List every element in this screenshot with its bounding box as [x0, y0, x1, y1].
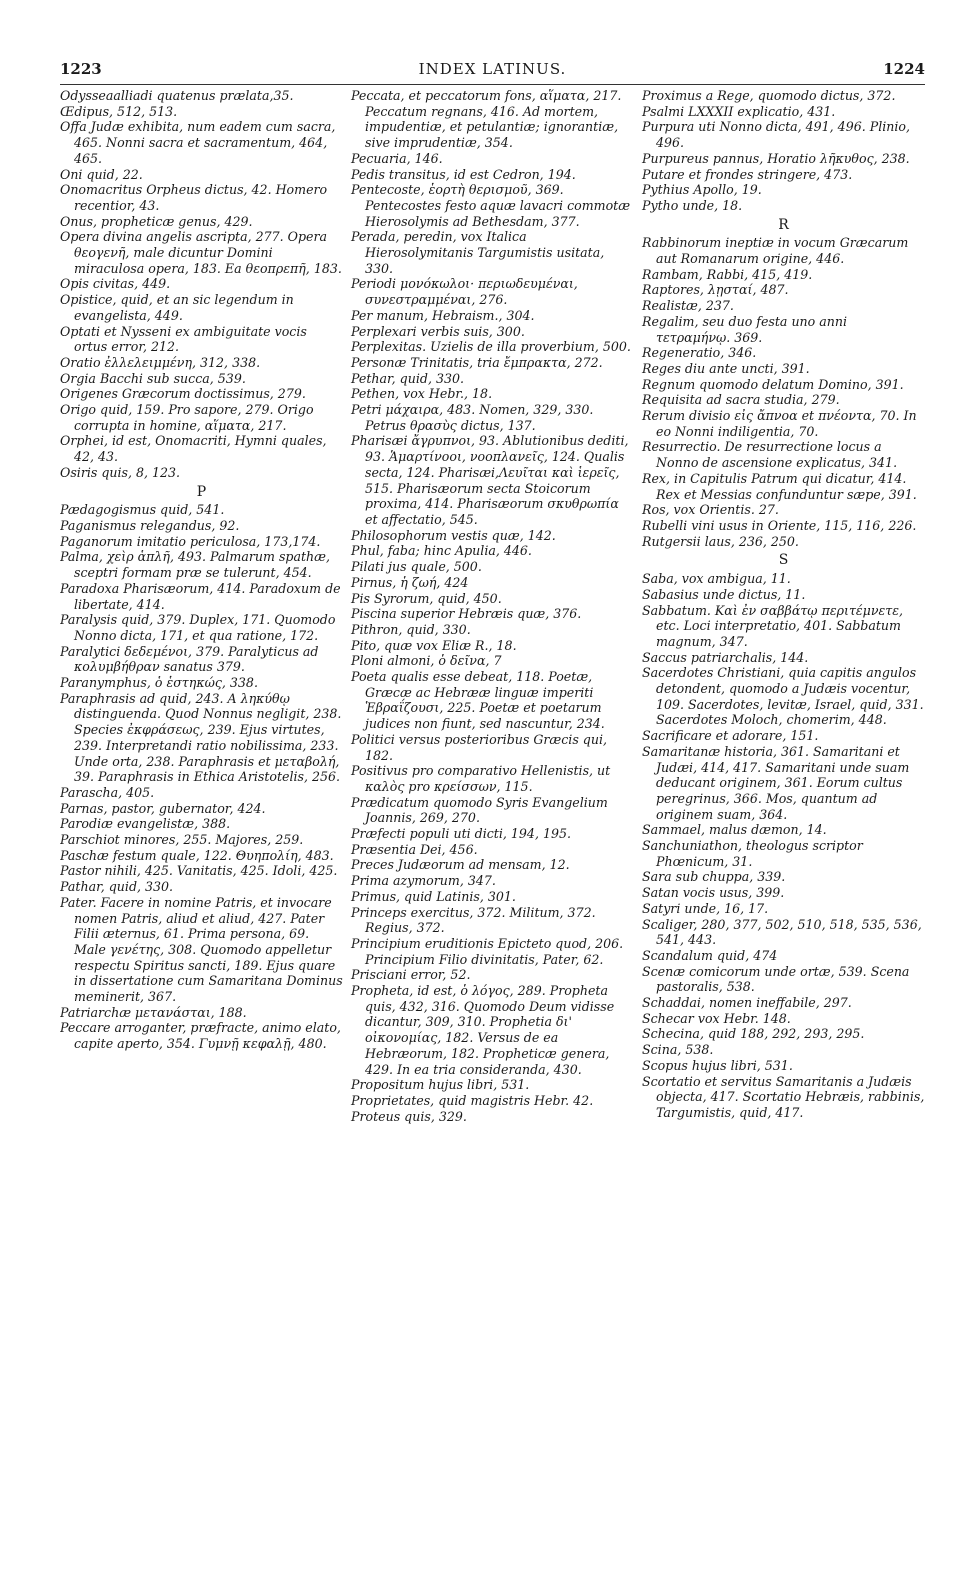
- index-entry: Proximus a Rege, quomodo dictus, 372.: [642, 88, 896, 103]
- index-entry: Rutgersii laus, 236, 250.: [642, 533, 799, 549]
- index-entry: Origenes Græcorum doctissimus, 279.: [60, 386, 306, 402]
- index-entry: Rex, in Capitulis Patrum qui dicatur, 414. Rex et Messias confunduntur sæpe, 391.: [642, 470, 917, 502]
- index-entry: Ros, vox Orientis. 27.: [642, 502, 779, 518]
- index-entry: Rambam, Rabbi, 415, 419.: [642, 266, 813, 282]
- index-entry: Onus, propheticæ genus, 429.: [60, 213, 253, 229]
- index-entry: Pater. Facere in nomine Patris, et invocare nomen Patris, aliud et aliud, 427. Pater Filii æternus, 61. Prima persona, 69. Male γενέτης, 308. Quomodo appelletur respectu Spiritus sancti, 189. Ejus quare in dissertatione cum Samaritana Dominus meminerit, 367.: [60, 894, 343, 1005]
- index-entry: Per manum, Hebraism., 304.: [351, 307, 535, 323]
- index-entry: Perplexitas. Uzielis de illa proverbium, 500.: [351, 339, 631, 355]
- index-entry: Opis civitas, 449.: [60, 276, 171, 292]
- index-entry: Paganorum imitatio periculosa, 173,174.: [60, 533, 321, 549]
- index-entry: Pithron, quid, 330.: [351, 621, 471, 637]
- index-entry: Satyri unde, 16, 17.: [642, 900, 769, 916]
- index-entry: Pytho unde, 18.: [642, 197, 743, 213]
- index-entry: Princeps exercitus, 372. Militum, 372. Regius, 372.: [351, 904, 596, 936]
- index-entry: Putare et frondes stringere, 473.: [642, 166, 853, 182]
- index-entry: Sanchuniathon, theologus scriptor Phœnicum, 31.: [642, 838, 863, 869]
- index-entry: Palma, χεὶρ ἁπλῆ, 493. Palmarum spathæ, sceptri formam præ se tulerunt, 454.: [60, 549, 331, 581]
- index-entry: Principium eruditionis Epicteto quod, 206. Principium Filio divinitatis, Pater, 62.: [351, 935, 624, 967]
- index-entry: Paradoxa Pharisæorum, 414. Paradoxum de libertate, 414.: [60, 580, 341, 612]
- index-entry: Rubelli vini usus in Oriente, 115, 116, 226.: [642, 517, 917, 533]
- index-entry: Prisciani error, 52.: [351, 967, 471, 983]
- index-entry: Paschæ festum quale, 122. Θυηπολίη, 483.: [60, 847, 334, 863]
- column-2: [351, 88, 634, 1583]
- page-number-left: 1223: [60, 60, 102, 78]
- index-entry: Præfecti populi uti dicti, 194, 195.: [351, 826, 571, 842]
- index-entry: Schecina, quid 188, 292, 293, 295.: [642, 1026, 865, 1042]
- index-entry: Scenæ comicorum unde ortæ, 539. Scena pastoralis, 538.: [642, 963, 910, 995]
- index-entry: Sacerdotes Christiani, quia capitis angulos detondent, quomodo a Judæis vocentur, 109. Sacerdotes, levitæ, Israel, quid, 331. Sacerdotes Moloch, chomerim, 448.: [642, 665, 924, 728]
- index-entry: Purpureus pannus, Horatio λῆκυθος, 238.: [642, 150, 910, 166]
- index-entry: Propheta, id est, ὁ λόγος, 289. Propheta quis, 432, 316. Quomodo Deum vidisse dicantur, 309, 310. Prophetia δι' οἰκονομίας, 182. Versus de ea Hebræorum, 182. Propheticæ genera, 429. In ea tria consideranda, 430.: [351, 983, 615, 1077]
- index-entry: Prima azymorum, 347.: [351, 873, 496, 889]
- index-entry: Sammael, malus dæmon, 14.: [642, 822, 827, 838]
- index-entry: Scortatio et servitus Samaritanis a Judæis objecta, 417. Scortatio Hebræis, rabbinis, Targumistis, quid, 417.: [642, 1073, 925, 1120]
- index-entry: Poeta qualis esse debeat, 118. Poetæ, Græcæ ac Hebrææ linguæ imperiti Ἑβραΐζουσι, 225. Poetæ et poetarum judices non fiunt, sed nascuntur, 234.: [351, 669, 605, 732]
- index-entry: Paralysis quid, 379. Duplex, 171. Quomodo Nonno dicta, 171, et qua ratione, 172.: [60, 612, 336, 643]
- index-entry: Orphei, id est, Onomacriti, Hymni quales, 42, 43.: [60, 433, 327, 465]
- index-entry: Schaddai, nomen ineffabile, 297.: [642, 995, 852, 1011]
- index-entry: Piscina superior Hebræis quæ, 376.: [351, 606, 582, 622]
- index-entry: Politici versus posterioribus Græcis qui, 182.: [351, 731, 608, 763]
- index-entry: Pythius Apollo, 19.: [642, 182, 762, 198]
- index-entry: Œdipus, 512, 513.: [60, 103, 178, 119]
- section-letter: R: [778, 216, 789, 233]
- index-entry: Pecuaria, 146.: [351, 150, 443, 166]
- index-entry: Paraphrasis ad quid, 243. A ληκύθῳ distinguenda. Quod Nonnus negligit, 238. Species ἐκφράσεως, 239. Ejus virtutes, 239. Interpretandi ratio nobilissima, 233. Unde orta, 238. Paraphrasis et μεταβολή, 39. Paraphrasis in Ethica Aristotelis, 256.: [60, 690, 342, 785]
- index-entry: Pathar, quid, 330.: [60, 879, 174, 895]
- index-entry: Raptores, λῃσταί, 487.: [642, 282, 789, 298]
- index-entry: Ploni almoni, ὁ δεῖνα, 7: [351, 653, 502, 669]
- index-entry: Optati et Nysseni ex ambiguitate vocis ortus error, 212.: [60, 323, 307, 355]
- index-entry: Pedis transitus, id est Cedron, 194.: [351, 166, 576, 182]
- index-entry: Scopus hujus libri, 531.: [642, 1057, 793, 1073]
- index-entry: Schecar vox Hebr. 148.: [642, 1010, 791, 1026]
- index-entry: Scina, 538.: [642, 1042, 714, 1058]
- index-entry: Scaliger, 280, 377, 502, 510, 518, 535, 536, 541, 443.: [642, 916, 922, 948]
- index-entry: Philosophorum vestis quæ, 142.: [351, 527, 556, 543]
- index-entry: Satan vocis usus, 399.: [642, 885, 785, 901]
- index-entry: Pentecoste, ἑορτὴ θερισμοῦ, 369. Pentecostes festo aquæ lavacri commotæ Hierosolymis ad Bethesdam, 377.: [351, 182, 631, 229]
- index-entry: Rerum divisio εἰς ἄπνοα et πνέοντα, 70. In eo Nonni indiligentia, 70.: [642, 408, 917, 439]
- index-entry: Oratio ἐλλελειμμένη, 312, 338.: [60, 354, 261, 370]
- index-entry: Purpura uti Nonno dicta, 491, 496. Plinio, 496.: [642, 119, 910, 151]
- index-entry: Parschiot minores, 255. Majores, 259.: [60, 832, 304, 848]
- index-entry: Onomacritus Orpheus dictus, 42. Homero recentior, 43.: [60, 182, 328, 213]
- index-entry: Propositum hujus libri, 531.: [351, 1077, 530, 1093]
- index-entry: Pastor nihili, 425. Vanitatis, 425. Idoli, 425.: [60, 863, 338, 879]
- index-entry: Parodiæ evangelistæ, 388.: [60, 816, 231, 832]
- index-entry: Opera divina angelis ascripta, 277. Opera θεογενῆ, male dicuntur Domini miraculosa opera, 183. Ea θεοπρεπῆ, 183.: [60, 229, 342, 276]
- index-entry: Primus, quid Latinis, 301.: [351, 888, 516, 904]
- header-rule: [60, 84, 925, 85]
- index-entry: Psalmi LXXXII explicatio, 431.: [642, 103, 836, 119]
- index-entry: Præsentia Dei, 456.: [351, 841, 478, 857]
- index-entry: Opistice, quid, et an sic legendum in evangelista, 449.: [60, 292, 294, 323]
- index-entry: Pis Syrorum, quid, 450.: [351, 590, 502, 606]
- column-1: [60, 88, 343, 1583]
- index-entry: Perplexari verbis suis, 300.: [351, 323, 525, 339]
- index-entry: Regeneratio, 346.: [642, 345, 757, 361]
- page-number-right: 1224: [883, 60, 925, 78]
- index-entry: Peccata, et peccatorum fons, αἵματα, 217. Peccatum regnans, 416. Ad mortem, impudentiæ, et petulantiæ; ignorantiæ, sive imprudentiæ, 354.: [351, 88, 622, 151]
- index-entry: Offa Judæ exhibita, num eadem cum sacra, 465. Nonni sacra et sacramentum, 464, 465.: [60, 119, 336, 166]
- index-entry: Pharisæi ἄγρυπνοι, 93. Ablutionibus dediti, 93. Ἁμαρτίνοοι, νοοπλανεῖς, 124. Qualis secta, 124. Pharisæi,Λευῖται καὶ ἱερεῖς, 515. Pharisæorum secta Stoicorum proxima, 414. Pharisæorum σκυθρωπία et affectatio, 545.: [351, 433, 629, 527]
- index-columns: [60, 88, 926, 1583]
- index-entry: Perada, peredin, vox Italica Hierosolymitanis Targumistis usitata, 330.: [351, 229, 605, 276]
- index-entry: Paranymphus, ὁ ἑστηκώς, 338.: [60, 675, 258, 691]
- index-entry: Peccare arroganter, præfracte, animo elato, capite aperto, 354. Γυμνῇ κεφαλῇ, 480.: [60, 1020, 341, 1052]
- index-entry: Prædicatum quomodo Syris Evangelium Joannis, 269, 270.: [351, 794, 608, 826]
- column-3: [642, 88, 925, 1583]
- index-entry: Sabasius unde dictus, 11.: [642, 586, 806, 602]
- index-entry: Petri μάχαιρα, 483. Nomen, 329, 330. Petrus θρασὺς dictus, 137.: [351, 402, 594, 433]
- index-entry: Personæ Trinitatis, tria ἔμπρακτα, 272.: [351, 354, 603, 370]
- index-entry: Saba, vox ambigua, 11.: [642, 571, 791, 587]
- index-entry: Parnas, pastor, gubernator, 424.: [60, 800, 266, 816]
- running-title: INDEX LATINUS.: [418, 60, 567, 78]
- index-entry: Reges diu ante uncti, 391.: [642, 360, 810, 376]
- index-entry: Sara sub chuppa, 339.: [642, 869, 786, 885]
- index-entry: Paralytici δεδεμένοι, 379. Paralyticus ad κολυμβήθραν sanatus 379.: [60, 643, 319, 675]
- index-entry: Pirnus, ἡ ζωή, 424: [351, 574, 469, 590]
- index-entry: Periodi μονόκωλοι· περιωδευμέναι, συνεστραμμέναι, 276.: [351, 276, 578, 308]
- index-entry: Scandalum quid, 474: [642, 947, 778, 963]
- index-entry: Samaritanæ historia, 361. Samaritani et Judæi, 414, 417. Samaritani unde suam deducant originem, 361. Eorum cultus peregrinus, 366. Mos, quantum ad originem suam, 364.: [642, 743, 910, 822]
- index-entry: Regalim, seu duo festa uno anni τετραμήνῳ. 369.: [642, 313, 848, 345]
- index-entry: Pilati jus quale, 500.: [351, 559, 482, 575]
- index-entry: Regnum quomodo delatum Domino, 391.: [642, 376, 904, 392]
- page-header: [60, 60, 925, 84]
- index-entry: Realistæ, 237.: [642, 298, 734, 314]
- index-entry: Pito, quæ vox Eliæ R., 18.: [351, 637, 517, 653]
- index-entry: Orgia Bacchi sub succa, 539.: [60, 370, 246, 386]
- index-entry: Origo quid, 159. Pro sapore, 279. Origo corrupta in homine, αἵματα, 217.: [60, 402, 314, 433]
- index-entry: Sacrificare et adorare, 151.: [642, 728, 819, 744]
- index-entry: Pethen, vox Hebr., 18.: [351, 386, 493, 402]
- index-entry: Positivus pro comparativo Hellenistis, ut καλὸς pro κρείσσων, 115.: [351, 763, 611, 794]
- index-entry: Rabbinorum ineptiæ in vocum Græcarum aut Romanarum origine, 446.: [642, 235, 909, 267]
- index-entry: Odysseaalliadi quatenus prælata,35.: [60, 88, 294, 103]
- index-entry: Osiris quis, 8, 123.: [60, 464, 181, 480]
- index-entry: Paganismus relegandus, 92.: [60, 517, 240, 533]
- index-entry: Patriarchæ μετανάσται, 188.: [60, 1004, 247, 1020]
- section-letter: S: [778, 552, 789, 569]
- index-entry: Saccus patriarchalis, 144.: [642, 649, 809, 665]
- section-letter: P: [196, 483, 207, 500]
- index-entry: Proteus quis, 329.: [351, 1108, 467, 1124]
- index-entry: Parascha, 405.: [60, 784, 155, 800]
- index-entry: Sabbatum. Καὶ ἐν σαββάτῳ περιτέμνετε, etc. Loci interpretatio, 401. Sabbatum magnum, 347.: [642, 602, 903, 649]
- index-entry: Oni quid, 22.: [60, 166, 143, 182]
- index-entry: Requisita ad sacra studia, 279.: [642, 392, 840, 408]
- index-entry: Proprietates, quid magistris Hebr. 42.: [351, 1093, 594, 1108]
- index-entry: Pethar, quid, 330.: [351, 370, 464, 386]
- index-entry: Resurrectio. De resurrectione locus a Nonno de ascensione explicatus, 341.: [642, 439, 898, 471]
- index-entry: Preces Judæorum ad mensam, 12.: [351, 857, 570, 873]
- index-entry: Phul, faba; hinc Apulia, 446.: [351, 543, 532, 559]
- index-entry: Pædagogismus quid, 541.: [60, 502, 225, 518]
